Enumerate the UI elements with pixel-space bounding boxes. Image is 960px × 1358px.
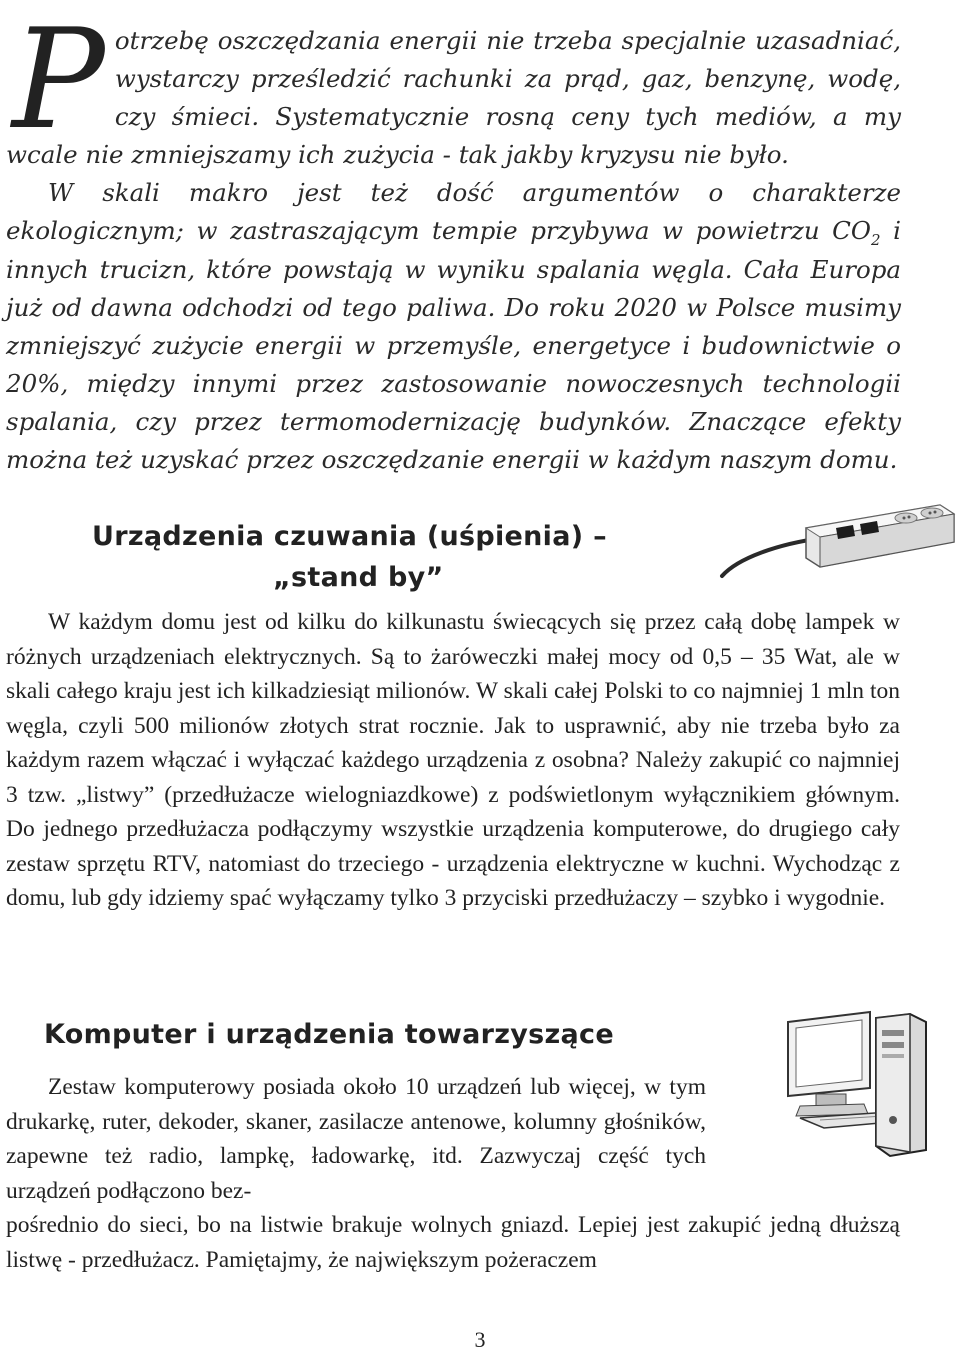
section-1-body bbox=[6, 605, 900, 916]
page-number: 3 bbox=[474, 1327, 486, 1352]
section-2-paragraph-part-2: pośrednio do sieci, bo na listwie brakuje wolnych gniazd. Lepiej jest zakupić jedną dłuższą listwę - przedłużacz. Pamiętajmy, że największym pożeraczem bbox=[6, 1212, 900, 1273]
section-2-paragraph-part-1: Zestaw komputerowy posiada około 10 urządzeń lub więcej, w tym drukarkę, ruter, dekoder, skaner, zasilacze antenowe, kolumny głośników, zapewne też radio, lampkę, ładowarkę, itd. Zazwyczaj część tych urządzeń podłączono bez- bbox=[6, 1074, 706, 1204]
power-strip-illustration bbox=[718, 500, 958, 600]
co2-subscript: 2 bbox=[871, 231, 881, 250]
section-2-heading: Komputer i urządzenia towarzyszące bbox=[44, 1019, 614, 1050]
intro-paragraph-1-text: otrzebę oszczędzania energii nie trzeba specjalnie uzasadniać, wystarczy prześledzić rachunki za prąd, gaz, benzynę, wodę, czy śmieci. Systematycznie rosną ceny tych mediów, a my wcale nie zmniejszamy ich zużycia - tak jakby kryzysu nie było. bbox=[6, 26, 901, 170]
intro-paragraph-2-text-b: i innych trucizn, które powstają w wyniku spalania węgla. Cała Europa już od dawna odchodzi od tego paliwa. Do roku 2020 w Polsce musimy zmniejszyć zużycie energii w przemyśle, energetyce i budownictwie o 20%, między innymi przez zastosowanie nowoczesnych technologii spalania, czy przez termomodernizację budynków. Znaczące efekty można też uzyskać przez oszczędzanie energii w każdym naszym domu. bbox=[6, 216, 902, 475]
section-2-body-full bbox=[6, 1208, 900, 1277]
intro-paragraph-1 bbox=[6, 0, 901, 174]
section-1-paragraph: W każdym domu jest od kilku do kilkunastu świecących się przez całą dobę lampek w różnych urządzeniach elektrycznych. Są to żaróweczki małej mocy od 0,5 – 35 Wat, ale w skali całego kraju jest ich kilkadziesiąt milionów. W skali całej Polski to co najmniej 1 mln ton węgla, czyli 500 milionów złotych strat rocznie. Jak to usprawnić, aby nie trzeba było za każdym razem włączać i wyłączać każdego urządzenia z osobna? Należy zakupić co najmniej 3 tzw. „listwy” (przedłużacze wielogniazdkowe) z podświetlonym wyłącznikiem głównym. Do jednego przedłużacza podłączymy wszystkie urządzenia komputerowe, do drugiego cały zestaw sprzętu RTV, natomiast do trzeciego - urządzenia elektryczne w kuchni. Wychodząc z domu, lub gdy idziemy spać wyłączamy tylko 3 przyciski przedłużaczy – szybko i wygodnie. bbox=[6, 609, 900, 911]
drop-cap: P bbox=[12, 0, 105, 160]
intro-paragraph-2 bbox=[6, 174, 901, 479]
section-1-heading-line-2: „stand by” bbox=[273, 562, 444, 593]
section-1-heading-line-1: Urządzenia czuwania (uśpienia) – bbox=[92, 521, 607, 552]
intro-text bbox=[6, 0, 902, 479]
intro-paragraph-2-text-a: W skali makro jest też dość argumentów o charakterze ekologicznym; w zastraszającym tempie przybywa w powietrzu CO bbox=[6, 178, 901, 246]
section-2-body-wrapped bbox=[6, 1070, 706, 1208]
computer-illustration bbox=[780, 1000, 930, 1165]
